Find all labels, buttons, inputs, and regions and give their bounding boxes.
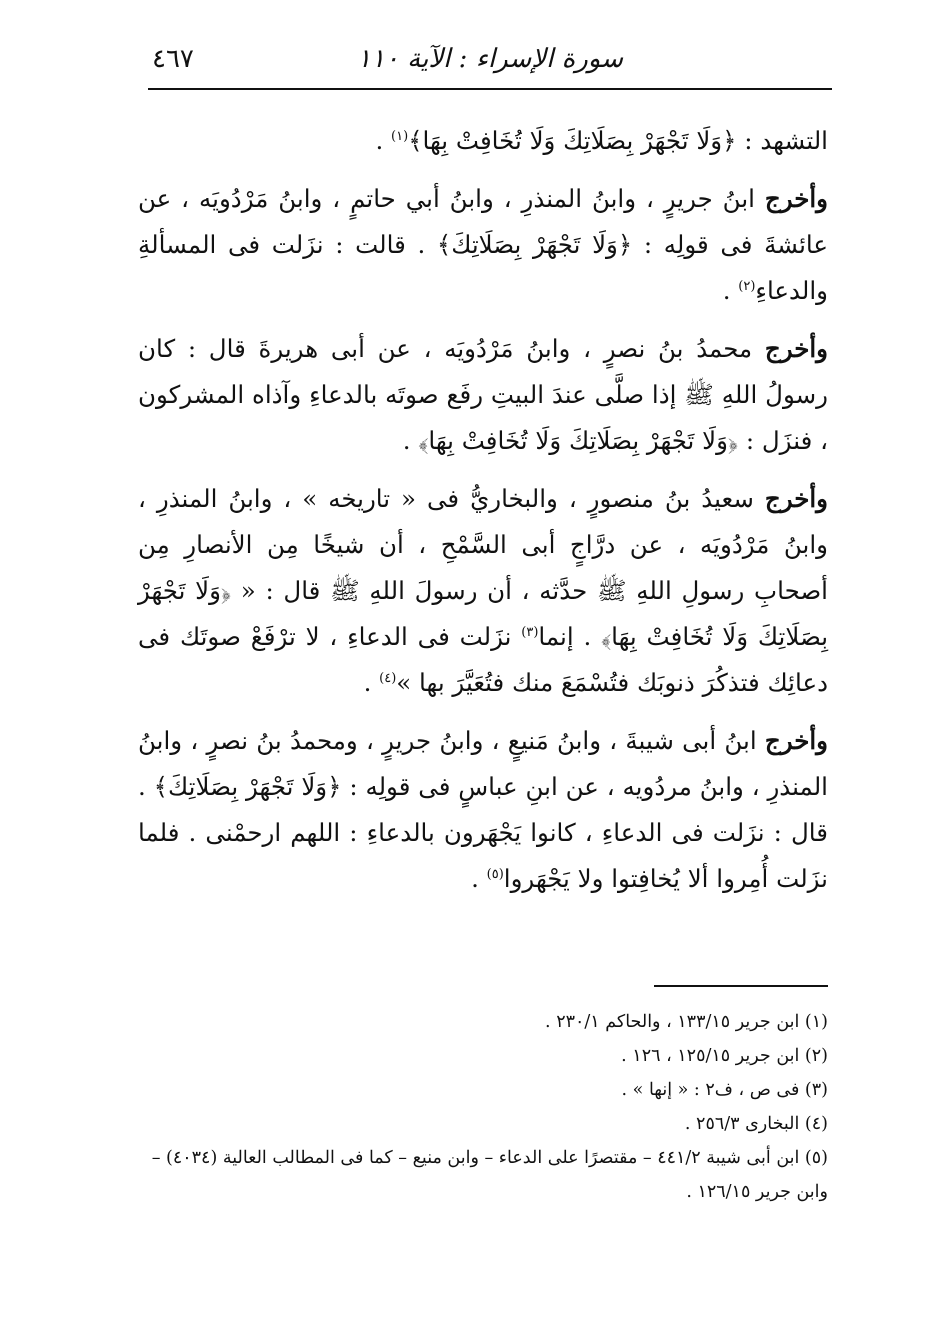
page-number: ٤٦٧	[152, 44, 194, 74]
paragraph-tail: .	[402, 426, 419, 455]
footnote-marker: (٣)	[521, 624, 539, 640]
paragraph-1	[138, 118, 828, 164]
footnote-3: (٣) فى ص ، ف٢ : « إنها » .	[621, 1080, 828, 1100]
paragraph-lead: وأخرج	[764, 484, 828, 513]
paragraph-text: التشهد : ﴿وَلَا تَجْهَرْ بِصَلَاتِكَ وَلَا تُخَافِتْ بِهَا﴾	[408, 126, 828, 155]
paragraph-3	[138, 326, 828, 464]
paragraph-4	[138, 476, 828, 706]
paragraph-text: سعيدُ بنُ منصورٍ ، والبخاريُّ فى « تاريخه » ، وابنُ المنذرِ ، وابنُ مَرْدُويَه ، عن درَّاجٍ أبى السَّمْحِ ، أن شيخًا مِن الأنصارِ مِن أصحابِ رسولِ اللهِ ﷺ حدَّثه ، أن رسولَ اللهِ ﷺ قال : « ﴿وَلَا تَجْهَرْ بِصَلَاتِكَ وَلَا تُخَافِتْ بِهَا﴾ . إنما	[138, 484, 829, 651]
page-header	[148, 38, 832, 90]
footnote-marker: (٥)	[486, 866, 504, 882]
paragraph-lead: وأخرج	[764, 334, 828, 363]
paragraph-tail: .	[722, 276, 739, 305]
footnote-5: (٥) ابن أبى شيبة ٤٤١/٢ – مقتصرًا على الدعاء – وابن منيع – كما فى المطالب العالية (٤٠٣٤) – وابن جرير ١٢٦/١٥ .	[151, 1148, 828, 1202]
paragraph-tail: نزَلت فى الدعاءِ ، لا ترْفَعْ صوتَك فى دعائِك فتذكُرَ ذنوبَك فتُسْمَعَ منك فتُعَيَّرَ بها »	[138, 622, 828, 697]
paragraph-text: ابنُ أبى شيبةَ ، وابنُ مَنيعٍ ، وابنُ جريرٍ ، ومحمدُ بنُ نصرٍ ، وابنُ المنذرِ ، وابنُ مردُويه ، عن ابنِ عباسٍ فى قولِه : ﴿وَلَا تَجْهَرْ بِصَلَاتِكَ﴾ . قال : نزَلت فى الدعاءِ ، كانوا يَجْهَرون بالدعاءِ : اللهم ارحمْنى . فلما نزَلت أُمِروا ألا يُخافِتوا ولا يَجْهَروا	[138, 726, 828, 893]
main-text	[138, 118, 828, 914]
paragraph-tail: .	[363, 668, 380, 697]
footnote-separator	[654, 985, 828, 987]
footnote-marker: (٤)	[379, 670, 397, 686]
paragraph-text: ابنُ جريرٍ ، وابنُ المنذرِ ، وابنُ أبي حاتمٍ ، وابنُ مَرْدُويَه ، عن عائشةَ فى قولِه : ﴿وَلَا تَجْهَرْ بِصَلَاتِكَ﴾ . قالت : نزَلت فى المسألةِ والدعاءِ	[138, 184, 828, 305]
paragraph-lead: وأخرج	[764, 726, 828, 755]
paragraph-5	[138, 718, 828, 902]
paragraph-tail: .	[375, 126, 392, 155]
paragraph-lead: وأخرج	[764, 184, 828, 213]
footnote-4: (٤) البخارى ٢٥٦/٣ .	[684, 1114, 828, 1134]
footnote-marker: (٢)	[738, 278, 756, 294]
footnotes	[138, 1005, 828, 1209]
paragraph-text: محمدُ بنُ نصرٍ ، وابنُ مَرْدُويَه ، عن أبى هريرةَ قال : كان رسولُ اللهِ ﷺ إذا صلَّى عندَ البيتِ رفَع صوتَه بالدعاءِ وآذاه المشركون ، فنزَل : ﴿وَلَا تَجْهَرْ بِصَلَاتِكَ وَلَا تُخَافِتْ بِهَا﴾	[138, 334, 828, 455]
paragraph-2	[138, 176, 828, 314]
footnote-marker: (١)	[391, 128, 409, 144]
paragraph-tail: .	[471, 864, 487, 893]
footnote-2: (٢) ابن جرير ١٢٥/١٥ ، ١٢٦ .	[621, 1046, 828, 1066]
running-title: سورة الإسراء : الآية ١١٠	[357, 44, 623, 74]
footnote-1: (١) ابن جرير ١٣٣/١٥ ، والحاكم ٢٣٠/١ .	[545, 1012, 828, 1032]
